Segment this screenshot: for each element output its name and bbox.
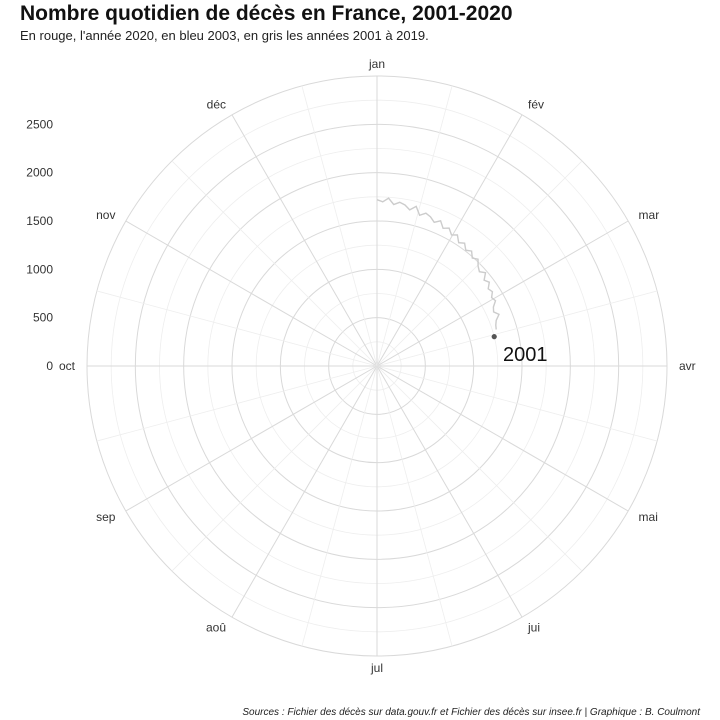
month-label-4: mai [638,510,658,524]
month-label-6: jul [370,661,384,675]
grid-spoke-minor [97,291,377,366]
month-label-9: oct [58,359,75,373]
month-label-2: mar [638,208,660,222]
month-label-0: jan [368,57,386,71]
grid-spoke-minor [97,366,377,441]
source-caption: Sources : Fichier des décès sur data.gouv.fr et Fichier des décès sur insee.fr | Graphique : B. Coulmont [242,707,700,718]
grid-spoke-minor [377,366,452,646]
r-tick-label: 2500 [26,117,53,132]
grid-spoke-major [377,366,628,511]
grid-spoke-major [126,366,377,511]
grid-spoke-minor [172,161,377,366]
current-point [492,334,497,339]
grid-spoke-major [377,115,522,366]
series-line-2001 [377,198,499,329]
month-label-11: déc [206,97,226,112]
month-label-5: jui [528,620,541,635]
grid-spoke-minor [302,366,377,646]
current-year-label: 2001 [503,344,548,366]
data-layer [377,198,499,339]
chart-subtitle: En rouge, l'année 2020, en bleu 2003, en gris les années 2001 à 2019. [20,28,429,43]
month-label-8: sep [96,510,116,524]
grid-spoke-minor [377,366,582,571]
month-label-1: fév [528,97,545,112]
r-tick-label: 500 [32,310,53,325]
grid-spoke-minor [377,161,582,366]
month-label-7: aoû [205,620,226,635]
month-label-3: avr [679,359,696,373]
grid-spoke-major [232,366,377,617]
grid-spoke-major [232,115,377,366]
month-label-10: nov [96,208,116,222]
r-tick-label: 1000 [26,262,53,277]
grid-spoke-minor [377,86,452,366]
grid-layer [87,76,667,656]
grid-spoke-major [126,221,377,366]
grid-spoke-major [377,366,522,617]
chart-title: Nombre quotidien de décès en France, 2001-2020 [20,2,513,25]
r-tick-label: 0 [46,359,53,373]
grid-spoke-minor [172,366,377,571]
grid-spoke-minor [377,366,657,441]
grid-spoke-minor [302,86,377,366]
r-tick-label: 1500 [26,214,53,228]
r-tick-label: 2000 [26,165,53,180]
